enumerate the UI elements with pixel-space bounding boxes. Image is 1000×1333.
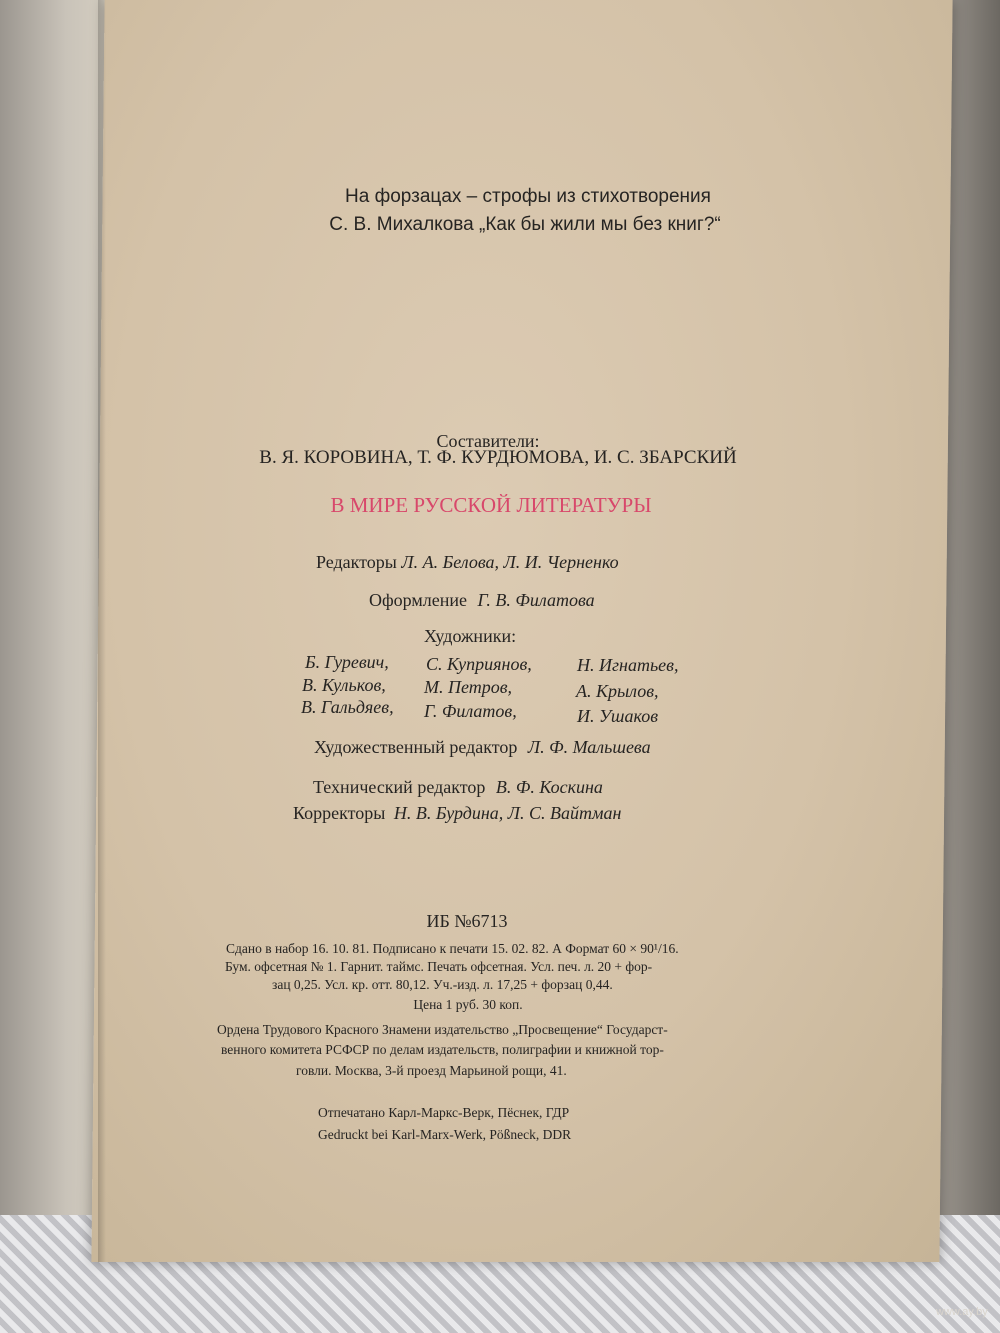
tech-editor-name: В. Ф. Коскина [495, 777, 603, 797]
art-editor-label: Художественный редактор [314, 737, 518, 757]
book-title: В МИРЕ РУССКОЙ ЛИТЕРАТУРЫ [330, 493, 652, 517]
compilers-label: Составители: [436, 431, 540, 451]
editors-line [316, 552, 619, 573]
publisher-line: говли. Москва, 3-й проезд Марьиной рощи, 41. [296, 1063, 567, 1078]
printed-de: Gedruckt bei Karl-Marx-Werk, Pößneck, DDR [318, 1127, 572, 1142]
artist-name: С. Куприянов, [426, 654, 532, 674]
epigraph-line-1: На форзацах – строфы из стихотворения [345, 186, 711, 207]
design-label: Оформление [369, 590, 468, 610]
art-editor-line [314, 737, 651, 758]
artist-name: И. Ушаков [577, 706, 659, 726]
editors-label: Редакторы [316, 552, 397, 572]
epigraph-line-2: С. В. Михалкова „Как бы жили мы без книг?“ [329, 214, 721, 235]
page-edge-shadow [98, 0, 106, 1262]
proofreaders-names: Н. В. Бурдина, Л. С. Вайтман [393, 803, 622, 823]
artist-name: Н. Игнатьев, [577, 655, 679, 675]
artist-name: А. Крылов, [576, 681, 659, 701]
price: Цена 1 руб. 30 коп. [413, 997, 523, 1012]
publisher-line: венного комитета РСФСР по делам издательств, полиграфии и книжной тор- [221, 1042, 664, 1057]
imprint-line: зац 0,25. Усл. кр. отт. 80,12. Уч.-изд. л. 17,25 + форзац 0,44. [272, 977, 613, 992]
artists-label: Художники: [424, 626, 517, 646]
tech-editor-label: Технический редактор [313, 777, 486, 797]
design-line [369, 590, 595, 611]
artist-name: Б. Гуревич, [305, 652, 389, 672]
artist-name: М. Петров, [424, 677, 513, 697]
tech-editor-line [313, 777, 603, 798]
imprint-line: Бум. офсетная № 1. Гарнит. таймс. Печать офсетная. Усл. печ. л. 20 + фор- [225, 959, 653, 974]
artist-name: В. Кульков, [302, 675, 386, 695]
ib-number: ИБ №6713 [426, 911, 508, 931]
publisher-line: Ордена Трудового Красного Знамени издательство „Просвещение“ Государст- [217, 1022, 668, 1037]
imprint-line: Сдано в набор 16. 10. 81. Подписано к печати 15. 02. 82. А Формат 60 × 90¹/16. [226, 941, 679, 956]
printed-ru: Отпечатано Карл-Маркс-Верк, Пёснек, ГДР [318, 1105, 570, 1120]
proofreaders-line [293, 803, 621, 824]
artist-name: Г. Филатов, [424, 701, 517, 721]
editors-names: Л. А. Белова, Л. И. Черненко [401, 552, 619, 572]
art-editor-name: Л. Ф. Мальшева [527, 737, 651, 757]
design-name: Г. В. Филатова [477, 590, 595, 610]
compilers-names: В. Я. КОРОВИНА, Т. Ф. КУРДЮМОВА, И. С. ЗБАРСКИЙ [259, 447, 737, 468]
proofreaders-label: Корректоры [293, 803, 386, 823]
watermark-text: www.ay.by [936, 1306, 988, 1318]
artist-name: В. Гальдяев, [301, 697, 394, 717]
